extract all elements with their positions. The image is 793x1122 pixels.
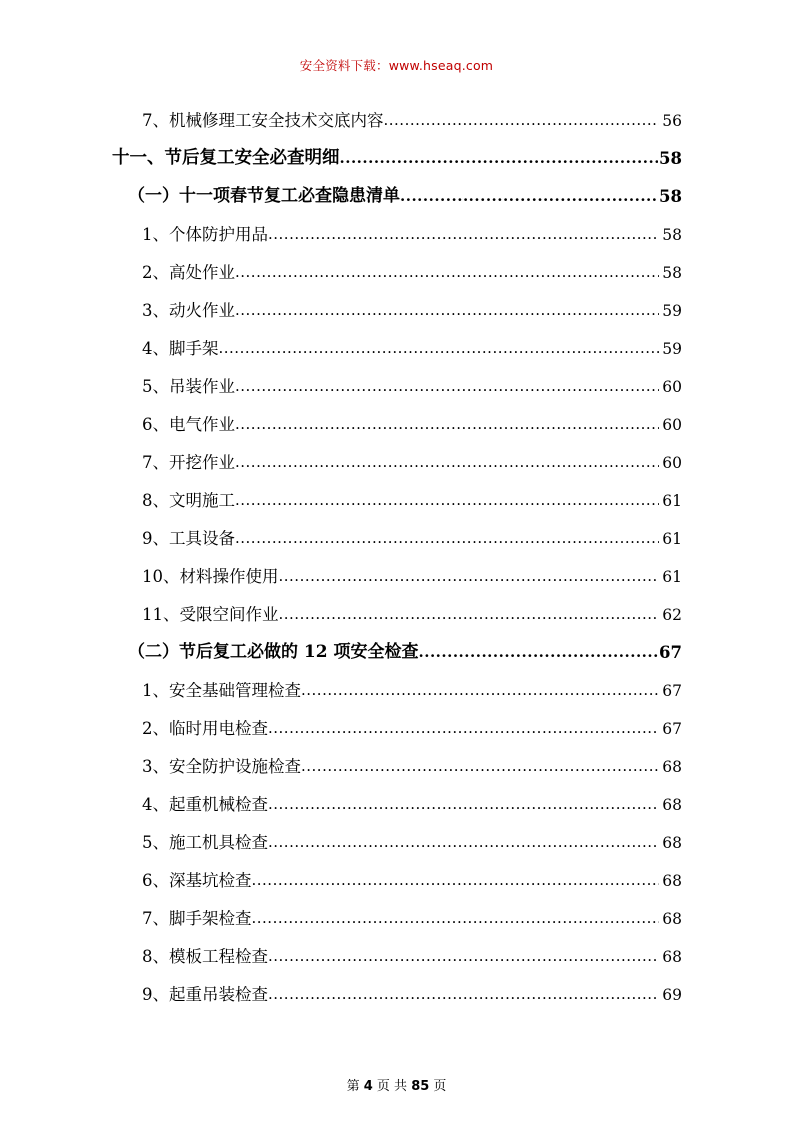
toc-leader-dots — [279, 605, 660, 629]
toc-entry-page: 62 — [662, 606, 682, 624]
toc-entry[interactable] — [142, 212, 682, 250]
toc-leader-dots — [400, 187, 658, 211]
toc-entry-page: 58 — [662, 264, 682, 282]
toc-entry-title: 11、受限空间作业 — [142, 604, 279, 624]
toc-entry-page: 59 — [662, 340, 682, 358]
toc-entry[interactable] — [142, 972, 682, 1010]
toc-leader-dots — [235, 529, 659, 553]
toc-entry-title: 7、机械修理工安全技术交底内容 — [142, 110, 384, 130]
toc-entry[interactable] — [112, 136, 682, 174]
toc-entry[interactable] — [128, 174, 682, 212]
toc-leader-dots — [268, 719, 659, 743]
toc-entry-title: 6、电气作业 — [142, 414, 235, 434]
toc-entry-title: 8、模板工程检查 — [142, 946, 268, 966]
page-footer — [0, 1075, 793, 1094]
toc-entry-title: 5、吊装作业 — [142, 376, 235, 396]
toc-entry[interactable] — [142, 934, 682, 972]
toc-entry[interactable] — [142, 706, 682, 744]
toc-entry[interactable] — [142, 554, 682, 592]
toc-entry-page: 69 — [662, 986, 682, 1004]
toc-entry[interactable] — [142, 592, 682, 630]
toc-entry-page: 68 — [662, 834, 682, 852]
toc-entry-page: 60 — [662, 454, 682, 472]
footer-prefix: 第 — [346, 1079, 360, 1094]
toc-entry-title: （二）节后复工必做的 12 项安全检查 — [128, 642, 419, 663]
footer-page-number: 4 — [363, 1079, 373, 1094]
toc-leader-dots — [268, 225, 659, 249]
toc-entry-title: 2、高处作业 — [142, 262, 235, 282]
toc-entry[interactable] — [142, 744, 682, 782]
toc-entry-title: 4、脚手架 — [142, 338, 219, 358]
table-of-contents — [112, 98, 682, 1010]
toc-leader-dots — [419, 643, 659, 667]
toc-entry[interactable] — [128, 630, 682, 668]
toc-entry-title: 6、深基坑检查 — [142, 870, 252, 890]
toc-entry[interactable] — [142, 820, 682, 858]
toc-entry[interactable] — [142, 782, 682, 820]
toc-entry-page: 68 — [662, 948, 682, 966]
toc-entry[interactable] — [142, 98, 682, 136]
toc-entry-page: 58 — [659, 187, 682, 206]
footer-total-pages: 85 — [411, 1079, 430, 1094]
toc-entry-title: 1、个体防护用品 — [142, 224, 268, 244]
toc-entry-title: 4、起重机械检查 — [142, 794, 268, 814]
toc-entry-page: 61 — [662, 568, 682, 586]
toc-entry-title: 9、工具设备 — [142, 528, 235, 548]
toc-entry-title: 3、安全防护设施检查 — [142, 756, 301, 776]
toc-entry-page: 68 — [662, 910, 682, 928]
toc-entry-title: 8、文明施工 — [142, 490, 235, 510]
toc-entry-title: 2、临时用电检查 — [142, 718, 268, 738]
toc-entry-page: 60 — [662, 378, 682, 396]
toc-leader-dots — [235, 301, 659, 325]
toc-leader-dots — [235, 377, 659, 401]
toc-entry[interactable] — [142, 516, 682, 554]
toc-entry-title: 十一、节后复工安全必查明细 — [112, 147, 340, 168]
toc-leader-dots — [301, 757, 659, 781]
toc-entry[interactable] — [142, 364, 682, 402]
toc-entry-page: 61 — [662, 530, 682, 548]
toc-entry-page: 58 — [659, 149, 682, 168]
toc-entry-page: 59 — [662, 302, 682, 320]
toc-entry-page: 56 — [662, 112, 682, 130]
toc-leader-dots — [268, 947, 659, 971]
toc-entry-title: 9、起重吊装检查 — [142, 984, 268, 1004]
footer-middle: 页 共 — [376, 1079, 408, 1094]
toc-entry-page: 67 — [662, 720, 682, 738]
toc-leader-dots — [340, 149, 659, 173]
toc-leader-dots — [235, 491, 659, 515]
toc-leader-dots — [235, 415, 659, 439]
toc-entry[interactable] — [142, 402, 682, 440]
footer-suffix: 页 — [433, 1079, 447, 1094]
toc-leader-dots — [252, 871, 660, 895]
toc-leader-dots — [252, 909, 660, 933]
toc-leader-dots — [301, 681, 659, 705]
toc-entry-title: 1、安全基础管理检查 — [142, 680, 301, 700]
toc-entry[interactable] — [142, 896, 682, 934]
toc-leader-dots — [268, 795, 659, 819]
toc-leader-dots — [235, 453, 659, 477]
toc-leader-dots — [268, 985, 659, 1009]
toc-entry[interactable] — [142, 288, 682, 326]
toc-entry-title: 7、脚手架检查 — [142, 908, 252, 928]
toc-entry[interactable] — [142, 668, 682, 706]
toc-entry-page: 60 — [662, 416, 682, 434]
toc-leader-dots — [384, 111, 660, 135]
toc-entry[interactable] — [142, 440, 682, 478]
toc-leader-dots — [268, 833, 659, 857]
toc-entry-title: 5、施工机具检查 — [142, 832, 268, 852]
toc-leader-dots — [235, 263, 659, 287]
toc-leader-dots — [219, 339, 660, 363]
toc-entry-title: （一）十一项春节复工必查隐患清单 — [128, 186, 400, 207]
toc-entry-page: 67 — [662, 682, 682, 700]
toc-entry-page: 67 — [659, 643, 682, 662]
toc-entry[interactable] — [142, 326, 682, 364]
toc-entry[interactable] — [142, 250, 682, 288]
toc-leader-dots — [279, 567, 660, 591]
toc-entry-title: 3、动火作业 — [142, 300, 235, 320]
watermark-text: 安全资料下载：www.hseaq.com — [299, 58, 494, 73]
toc-entry[interactable] — [142, 858, 682, 896]
toc-entry[interactable] — [142, 478, 682, 516]
toc-entry-title: 10、材料操作使用 — [142, 566, 279, 586]
toc-entry-page: 68 — [662, 796, 682, 814]
toc-entry-page: 68 — [662, 872, 682, 890]
toc-entry-page: 61 — [662, 492, 682, 510]
toc-entry-page: 68 — [662, 758, 682, 776]
toc-entry-page: 58 — [662, 226, 682, 244]
toc-entry-title: 7、开挖作业 — [142, 452, 235, 472]
